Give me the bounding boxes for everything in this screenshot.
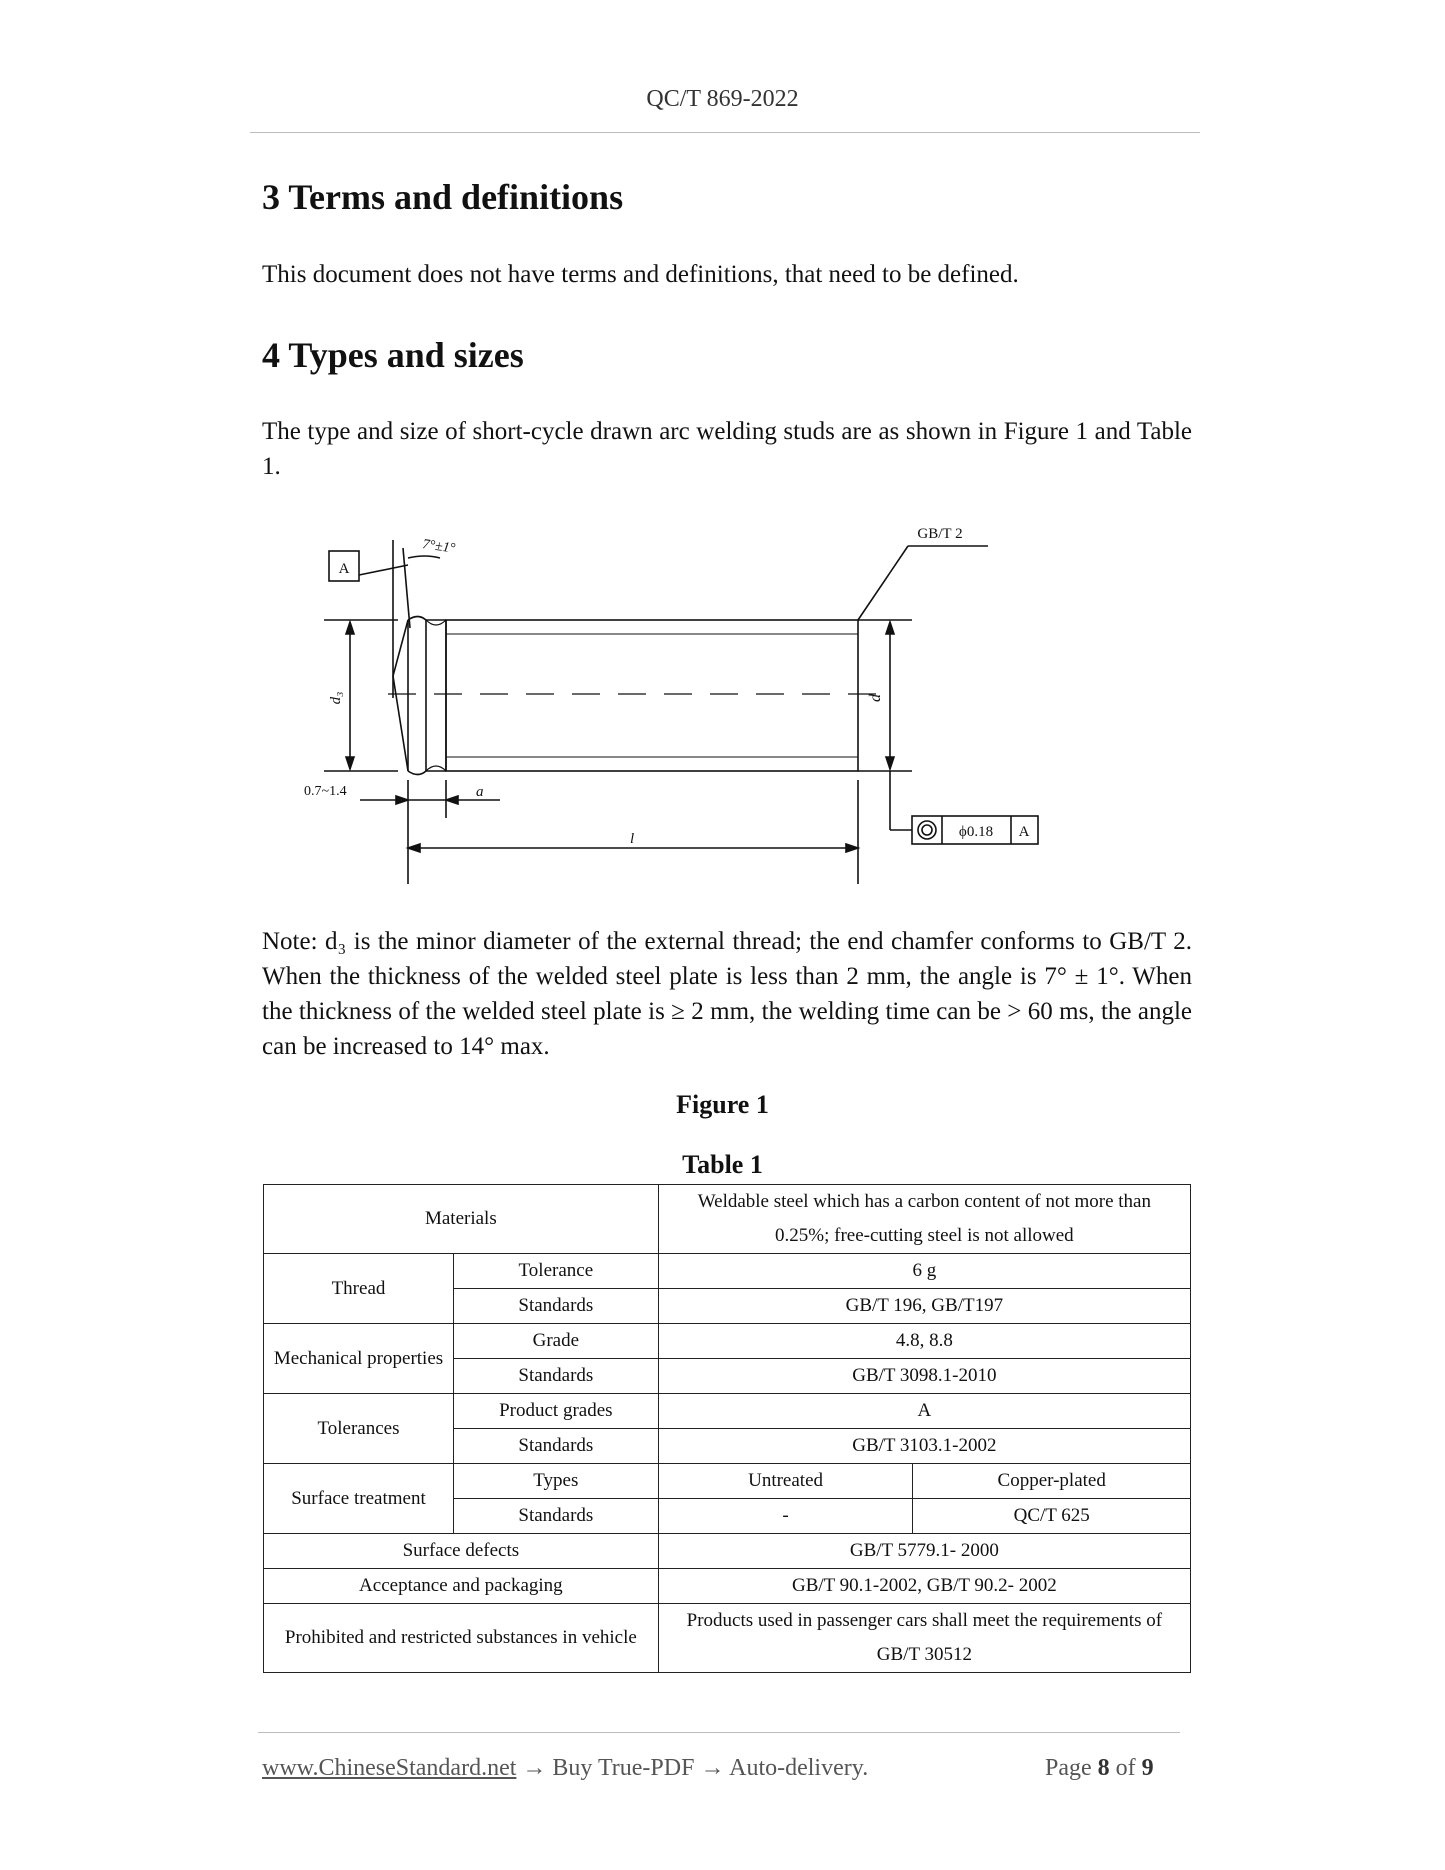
table-row xyxy=(264,1394,1191,1429)
dim-d-label: d xyxy=(867,694,884,702)
thread-tolerance-label: Tolerance xyxy=(453,1254,658,1289)
tol-grades-value: A xyxy=(658,1394,1190,1429)
table-row xyxy=(264,1604,1191,1673)
dim-l-label: l xyxy=(630,831,635,847)
mech-grade-value: 4.8, 8.8 xyxy=(658,1324,1190,1359)
thread-label: Thread xyxy=(264,1254,454,1324)
thread-standards-value: GB/T 196, GB/T197 xyxy=(658,1289,1190,1324)
page-of: of xyxy=(1115,1755,1136,1781)
section-3-title: 3 Terms and definitions xyxy=(262,177,624,217)
tol-standards-label: Standards xyxy=(453,1429,658,1464)
surf-types-label: Types xyxy=(453,1464,658,1499)
materials-value: Weldable steel which has a carbon content of not more than 0.25%; free-cutting steel is not allowed xyxy=(658,1185,1190,1254)
mech-label: Mechanical properties xyxy=(264,1324,454,1394)
surf-type-2: Copper-plated xyxy=(913,1464,1191,1499)
prohibited-value: Products used in passenger cars shall meet the requirements of GB/T 30512 xyxy=(658,1604,1190,1673)
section-4-title: 4 Types and sizes xyxy=(262,335,524,375)
surf-type-1: Untreated xyxy=(658,1464,913,1499)
thread-tolerance-value: 6 g xyxy=(658,1254,1190,1289)
page-number xyxy=(1045,1755,1154,1782)
tolerance-value: ϕ0.18 xyxy=(958,824,994,840)
section-3-body: This document does not have terms and definitions, that need to be defined. xyxy=(262,261,1019,288)
dim-d3-label: d₃ xyxy=(328,691,344,705)
surf-standards-label: Standards xyxy=(453,1499,658,1534)
surf-label: Surface treatment xyxy=(264,1464,454,1534)
section-4-body: The type and size of short-cycle drawn arc welding studs are as shown in Figure 1 and Table 1. xyxy=(262,418,1192,480)
spec-table xyxy=(263,1184,1191,1673)
datum-label: A xyxy=(338,561,350,577)
footer-tagline: → Buy True-PDF → Auto-delivery. xyxy=(516,1755,869,1781)
thread-standards-label: Standards xyxy=(453,1289,658,1324)
acceptance-value: GB/T 90.1-2002, GB/T 90.2- 2002 xyxy=(658,1569,1190,1604)
surf-standard-1: - xyxy=(658,1499,913,1534)
mech-grade-label: Grade xyxy=(453,1324,658,1359)
chamfer-ref-label: GB/T 2 xyxy=(917,526,963,542)
page-current: 8 xyxy=(1097,1755,1110,1781)
dim-a-label: a xyxy=(476,784,484,800)
concentricity-inner-icon xyxy=(922,825,932,835)
table-row xyxy=(264,1464,1191,1499)
mech-standards-value: GB/T 3098.1-2010 xyxy=(658,1359,1190,1394)
tol-label: Tolerances xyxy=(264,1394,454,1464)
page-total: 9 xyxy=(1141,1755,1154,1781)
surf-standard-2: QC/T 625 xyxy=(913,1499,1191,1534)
defects-label: Surface defects xyxy=(264,1534,659,1569)
angle-label: 7°±1° xyxy=(421,537,457,557)
page-header: QC/T 869-2022 xyxy=(646,86,799,112)
prohibited-label: Prohibited and restricted substances in vehicle xyxy=(264,1604,659,1673)
defects-value: GB/T 5779.1- 2000 xyxy=(658,1534,1190,1569)
table-row xyxy=(264,1324,1191,1359)
concentricity-icon xyxy=(918,821,936,839)
table-row xyxy=(264,1254,1191,1289)
footer-rule xyxy=(258,1732,1180,1733)
figure-caption: Figure 1 xyxy=(676,1090,769,1119)
figure-note: Note: d₃ is the minor diameter of the external thread; the end chamfer conforms to GB/T 2. When the thickness of the welded steel plate is less than 2 mm, the angle is 7° ± 1°. When the thickness of the welded steel plate is ≥ 2 mm, the welding time can be > 60 ms, the angle can be increased to 14° max. xyxy=(262,928,1192,1060)
acceptance-label: Acceptance and packaging xyxy=(264,1569,659,1604)
table-row xyxy=(264,1569,1191,1604)
header-rule xyxy=(250,132,1200,133)
table-row xyxy=(264,1185,1191,1254)
dim-range-label: 0.7~1.4 xyxy=(304,784,347,799)
table-row xyxy=(264,1534,1191,1569)
footer-link[interactable]: www.ChineseStandard.net xyxy=(262,1755,517,1781)
page-word: Page xyxy=(1045,1755,1092,1781)
mech-standards-label: Standards xyxy=(453,1359,658,1394)
footer-left xyxy=(262,1755,868,1782)
stud-drawing xyxy=(300,518,1140,888)
tol-standards-value: GB/T 3103.1-2002 xyxy=(658,1429,1190,1464)
tolerance-datum: A xyxy=(1018,824,1030,840)
materials-label: Materials xyxy=(264,1185,659,1254)
tol-grades-label: Product grades xyxy=(453,1394,658,1429)
table-caption: Table 1 xyxy=(682,1150,763,1179)
